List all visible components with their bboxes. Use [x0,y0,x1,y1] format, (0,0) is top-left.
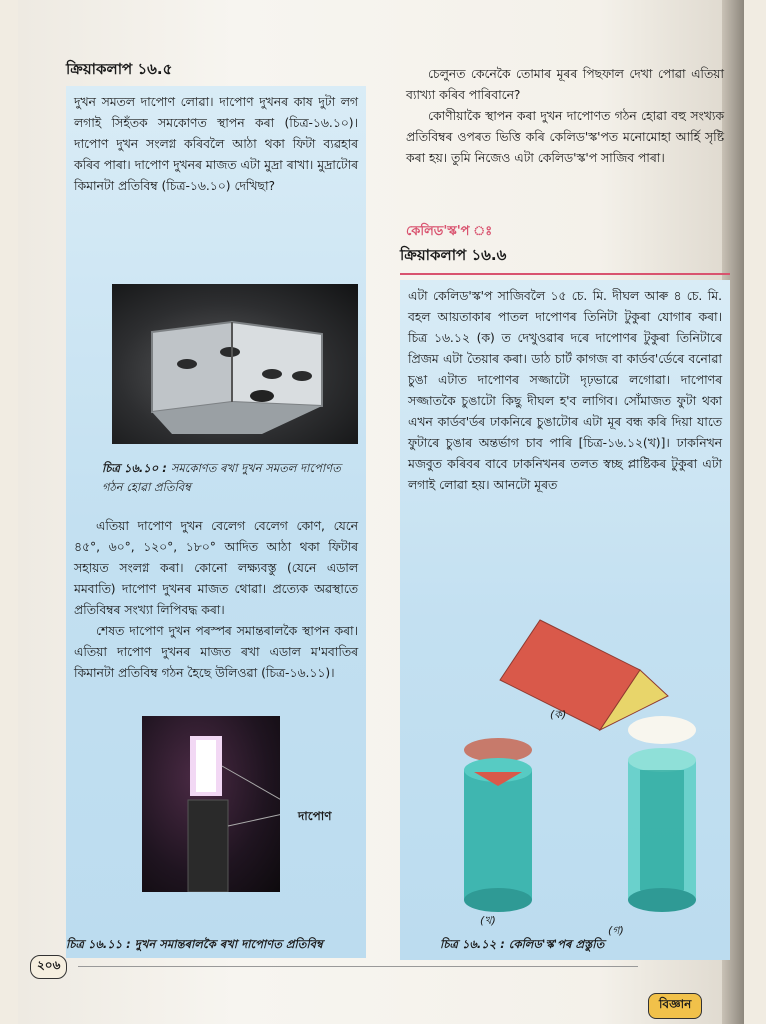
activity-box-right [400,280,730,960]
activity-box-left [66,86,366,958]
salon-question: চেলুনত কেনেকৈ তোমাৰ মূৰৰ পিছফাল দেখা পোৱা এতিয়া ব্যাখ্যা কৰিব পাৰিবানে? [406,67,724,102]
label-ka: (ক) [550,708,567,721]
figure-16-12-illustration [440,610,720,950]
label-ga: (গ) [608,924,624,937]
footer-rule [78,966,638,967]
figure-16-10-photo [112,284,358,444]
candle-mirror-illustration [142,716,280,892]
mirror-label: দাপোণ [298,809,332,823]
page-number: ২০৬ [30,955,67,979]
figure-16-10-text: সমকোণত ৰখা দুখন সমতল দাপোণত গঠন হোৱা প্ৰতিবিম্ব [102,461,341,494]
kaleidoscope-subheading: কেলিড'স্ক'প ঃ [406,224,493,239]
label-kha: (খ) [480,914,496,927]
figure-16-11-photo [142,716,280,892]
subject-tag: বিজ্ঞান [648,993,702,1019]
figure-16-10-label: চিত্ৰ ১৬.১০ : [102,461,167,475]
right-column [400,58,730,958]
paragraph-parallel: শেষত দাপোণ দুখন পৰস্পৰ সমান্তৰালকৈ স্থাপন কৰা। এতিয়া দাপোণ দুখনৰ মাজত ৰখা এডাল ম'মবাতিৰ কিমানটা প্ৰতিবিম্ব গঠন হৈছে উলিওৱা (চিত্ৰ-১৬.১১)। [74,624,358,680]
kaleidoscope-intro: কোণীয়াকৈ স্থাপন কৰা দুখন দাপোণত গঠন হোৱা বহু সংখ্যক প্ৰতিবিম্বৰ ওপৰত ভিত্তি কৰি কেলিড'স্ক'পত মনোমোহা আৰ্হি সৃষ্টি কৰা হয়। তুমি নিজেও এটা কেলিড'স্ক'প সাজিব পাৰা। [406,109,724,165]
paragraph-angles: এতিয়া দাপোণ দুখন বেলেগ বেলেগ কোণ, যেনে ৪৫°, ৬০°, ১২০°, ১৮০° আদিত আঠা থকা ফিটাৰ সহায়ত সংলগ্ন কৰা। কোনো লক্ষ্যবস্তু (যেনে এডাল মমবাতি) দাপোণ দুখনৰ মাজত থোৱা। প্ৰত্যেক অৱস্থাতে প্ৰতিবিম্বৰ সংখ্যা লিপিবদ্ধ কৰা। [74,519,358,617]
activity-16-5-text: দুখন সমতল দাপোণ লোৱা। দাপোণ দুখনৰ কাষ দুটা লগ লগাই সিহঁতক সমকোণত স্থাপন কৰা (চিত্ৰ-১৬.১০)। দাপোণ দুখন সংলগ্ন কৰিবলৈ আঠা থকা ফিটা ব্যৱহাৰ কৰিব পাৰা। দাপোণ দুখনৰ মাজত এটা মুদ্ৰা ৰাখা। মুদ্ৰাটোৰ কিমানটা প্ৰতিবিম্ব (চিত্ৰ-১৬.১০) দেখিছা? [74,95,358,193]
activity-16-6-text: এটা কেলিড'স্ক'প সাজিবলৈ ১৫ চে. মি. দীঘল আৰু ৪ চে. মি. বহল আয়তাকাৰ পাতল দাপোণৰ তিনিটা টুকুৰা যোগাৰ কৰা। চিত্ৰ ১৬.১২ (ক) ত দেখুওৱাৰ দৰে দাপোণৰ টুকুৰা তিনিটাৰে প্ৰিজম এটা তৈয়াৰ কৰা। ডাঠ চাৰ্ট কাগজ বা কাৰ্ডব'ৰ্ডেৰে বনোৱা চুঙা এটাত দাপোণৰ সজ্জাটো দৃঢ়ভাৱে লগোৱা। দাপোণৰ সজ্জাতকৈ চুঙাটো কিছু দীঘল হ'ব লাগিব। সোঁমাজত ফুটা থকা এখন কাৰ্ডব'ৰ্ডৰ ঢাকনিৰে চুঙাটোৰ এটা মূৰ বন্ধ কৰি দিয়া যাতে ফুটাৰে চুঙাৰ অন্তৰ্ভাগ চাব পাৰি [চিত্ৰ-১৬.১২(খ)]। ঢাকনিখন মজবুত কৰিবৰ বাবে ঢাকনিখনৰ তলত স্বচ্ছ প্লাষ্টিকৰ টুকুৰা এটা লগাই লোৱা হয়। আনটো মূৰত [408,289,722,492]
activity-heading-16-5: ক্ৰিয়াকলাপ ১৬.৫ [66,58,366,89]
mirror-coin-illustration [112,284,358,444]
activity-heading-16-6: ক্ৰিয়াকলাপ ১৬.৬ [400,244,730,275]
left-column [66,58,366,958]
figure-16-12-caption: চিত্ৰ ১৬.১২ : কেলিড'স্ক'পৰ প্ৰস্তুতি [440,937,605,951]
figure-16-11-caption: চিত্ৰ ১৬.১১ : দুখন সমান্তৰালকৈ ৰখা দাপোণত প্ৰতিবিম্ব [66,937,323,951]
figure-16-10-caption [102,460,362,498]
